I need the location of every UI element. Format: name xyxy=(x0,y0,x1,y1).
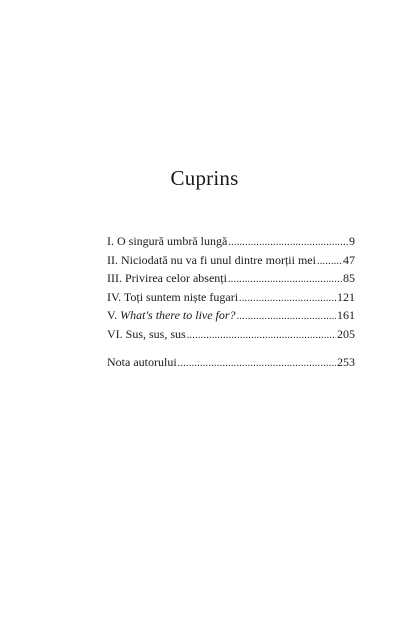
toc-entry-chapter-6[interactable] xyxy=(107,325,355,344)
toc-entry-chapter-5[interactable] xyxy=(107,306,355,325)
toc-entry-label: VI. Sus, sus, sus xyxy=(107,326,186,341)
author-note-list xyxy=(107,353,355,372)
toc-page-number: 9 xyxy=(349,234,355,248)
dot-leader xyxy=(317,253,342,272)
toc-page-number: 85 xyxy=(343,271,355,286)
toc-entry-chapter-2[interactable] xyxy=(107,251,355,270)
dot-leader xyxy=(187,327,336,346)
toc-page-number: 47 xyxy=(343,252,355,267)
toc-entry-label: Nota autorului xyxy=(107,355,177,369)
toc-entry-label xyxy=(107,306,236,325)
toc-entry-label-prefix: V. xyxy=(107,308,121,323)
toc-entry-author-note[interactable] xyxy=(107,353,355,372)
chapter-list xyxy=(107,232,355,344)
toc-page-number: 161 xyxy=(337,308,355,323)
toc-page-number: 253 xyxy=(337,355,355,369)
toc-entry-label: III. Privirea celor absenți xyxy=(107,271,227,286)
toc-entry-label: I. O singură umbră lungă xyxy=(107,234,228,248)
page-title: Cuprins xyxy=(170,166,239,190)
toc-entry-chapter-1[interactable] xyxy=(107,232,355,251)
dot-leader xyxy=(228,271,342,290)
toc-entry-label: II. Niciodată nu va fi unul dintre morții mei xyxy=(107,252,316,267)
toc-entry-label: IV. Toți suntem niște fugari xyxy=(107,289,239,304)
dot-leader xyxy=(237,308,336,327)
toc-entry-label-italic: What's there to live for? xyxy=(120,308,236,323)
toc-page-number: 121 xyxy=(337,289,355,304)
dot-leader xyxy=(178,355,336,374)
toc-page-number: 205 xyxy=(337,326,355,341)
toc-entry-chapter-4[interactable] xyxy=(107,288,355,307)
dot-leader xyxy=(239,290,336,309)
toc-entry-chapter-3[interactable] xyxy=(107,269,355,288)
